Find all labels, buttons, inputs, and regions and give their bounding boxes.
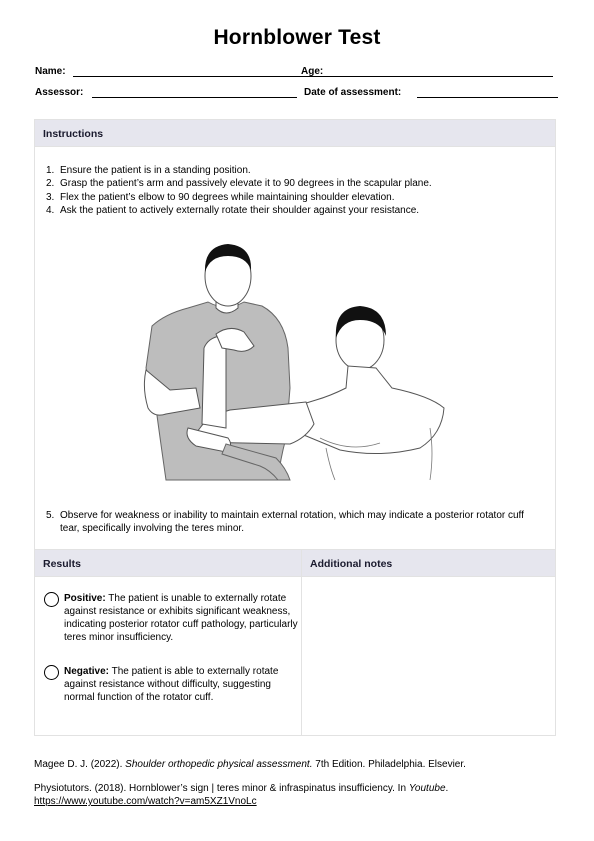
instruction-step-5: 5. Observe for weakness or inability to maintain external rotation, which may indicate a posterior rotator cuff tear, specifically involving the teres minor. bbox=[46, 510, 524, 534]
step-item: 1. Ensure the patient is in a standing position. bbox=[46, 165, 251, 176]
instruction-steps bbox=[46, 164, 432, 218]
hornblower-test-illustration bbox=[130, 238, 460, 488]
additional-notes-header: Additional notes bbox=[302, 550, 555, 576]
results-header: Results bbox=[35, 550, 301, 576]
assessor-label: Assessor: bbox=[35, 87, 84, 98]
step-item: 4. Ask the patient to actively externally rotate their shoulder against your resistance. bbox=[46, 205, 420, 217]
negative-label: Negative: bbox=[64, 666, 110, 677]
page-title: Hornblower Test bbox=[213, 26, 381, 49]
positive-radio[interactable] bbox=[44, 592, 59, 607]
name-age-row bbox=[35, 66, 559, 80]
instructions-header: Instructions bbox=[35, 120, 555, 146]
positive-option bbox=[44, 592, 298, 644]
assessor-field[interactable] bbox=[92, 97, 297, 98]
age-label: Age: bbox=[301, 66, 324, 77]
date-label: Date of assessment: bbox=[304, 87, 402, 98]
date-field[interactable] bbox=[417, 97, 558, 98]
age-field[interactable] bbox=[330, 76, 553, 77]
negative-text: The patient is able to externally rotate against resistance without difficulty, suggesting normal function of the rotator cuff. bbox=[64, 666, 279, 703]
reference-1: Magee D. J. (2022). Shoulder orthopedic physical assessment. 7th Edition. Philadelphia. Elsevier. bbox=[34, 759, 466, 770]
step-item: 2. Grasp the patient’s arm and passively elevate it to 90 degrees in the scapular plane. bbox=[46, 178, 432, 190]
assessor-date-row bbox=[35, 87, 559, 101]
reference-2: Physiotutors. (2018). Hornblower’s sign | teres minor & infraspinatus insufficiency. In Youtube. https://www.youtube.com/watch?v=am5XZ1VnoLc bbox=[34, 783, 449, 807]
negative-radio[interactable] bbox=[44, 665, 59, 680]
additional-notes-area[interactable] bbox=[302, 577, 555, 735]
reference-2-link[interactable]: https://www.youtube.com/watch?v=am5XZ1VnoLc bbox=[34, 796, 257, 807]
positive-text: The patient is unable to externally rotate against resistance or exhibits significant weakness, indicating posterior rotator cuff pathology, particularly teres minor insufficiency. bbox=[64, 593, 298, 643]
name-field[interactable] bbox=[73, 76, 330, 77]
positive-label: Positive: bbox=[64, 593, 106, 604]
step-item: 3. Flex the patient’s elbow to 90 degrees while maintaining shoulder elevation. bbox=[46, 191, 395, 203]
instructions-header-divider bbox=[34, 146, 556, 147]
negative-option bbox=[44, 665, 298, 704]
name-label: Name: bbox=[35, 66, 66, 77]
